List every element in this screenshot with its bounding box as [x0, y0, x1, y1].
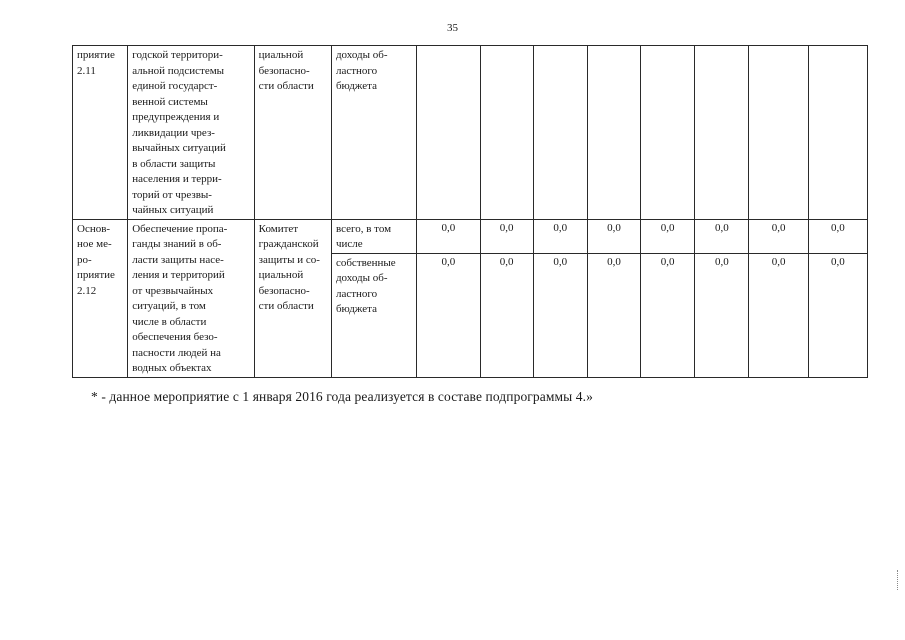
budget-table: [72, 45, 868, 378]
executor-cell: Комитет гражданской защиты и со- циальной безопасно- сти области: [254, 219, 331, 377]
activity-title-cell: годской территори- альной подсистемы единой государст- венной системы предупреждения и ликвидации чрез- вычайных ситуаций в области защиты населения и терри- торий от чрезвы- чайных ситуаций: [128, 46, 254, 220]
value-cell: 0,0: [749, 219, 808, 253]
activity-number-cell: Основ- ное ме- ро- приятие 2.12: [73, 219, 128, 377]
value-cell: [641, 46, 695, 220]
value-cell: 0,0: [587, 253, 640, 377]
value-cell: [808, 46, 867, 220]
value-cell: 0,0: [587, 219, 640, 253]
page-number: 35: [447, 22, 458, 34]
funding-source-cell: доходы об- ластного бюджета: [331, 46, 416, 220]
value-cell: 0,0: [749, 253, 808, 377]
value-cell: 0,0: [417, 219, 480, 253]
value-cell: [587, 46, 640, 220]
funding-source-cell: собственные доходы об- ластного бюджета: [331, 253, 416, 377]
value-cell: 0,0: [695, 253, 749, 377]
value-cell: 0,0: [533, 253, 587, 377]
executor-cell: циальной безопасно- сти области: [254, 46, 331, 220]
value-cell: 0,0: [808, 219, 867, 253]
table-row: [73, 46, 868, 220]
footnote: * - данное мероприятие с 1 января 2016 года реализуется в составе подпрограммы 4.»: [91, 389, 593, 404]
value-cell: [480, 46, 533, 220]
value-cell: [417, 46, 480, 220]
value-cell: 0,0: [641, 253, 695, 377]
funding-source-cell: всего, в том числе: [331, 219, 416, 253]
value-cell: 0,0: [480, 253, 533, 377]
value-cell: [749, 46, 808, 220]
value-cell: 0,0: [417, 253, 480, 377]
value-cell: 0,0: [641, 219, 695, 253]
value-cell: 0,0: [695, 219, 749, 253]
value-cell: 0,0: [480, 219, 533, 253]
value-cell: 0,0: [533, 219, 587, 253]
value-cell: [533, 46, 587, 220]
table-row: [73, 219, 868, 253]
scan-artifact: [897, 570, 902, 590]
activity-number-cell: приятие 2.11: [73, 46, 128, 220]
value-cell: 0,0: [808, 253, 867, 377]
value-cell: [695, 46, 749, 220]
activity-title-cell: Обеспечение пропа- ганды знаний в об- ласти защиты насе- ления и территорий от чрезвычайных ситуаций, в том числе в области обеспечения безо- пасности людей на водных объектах: [128, 219, 254, 377]
